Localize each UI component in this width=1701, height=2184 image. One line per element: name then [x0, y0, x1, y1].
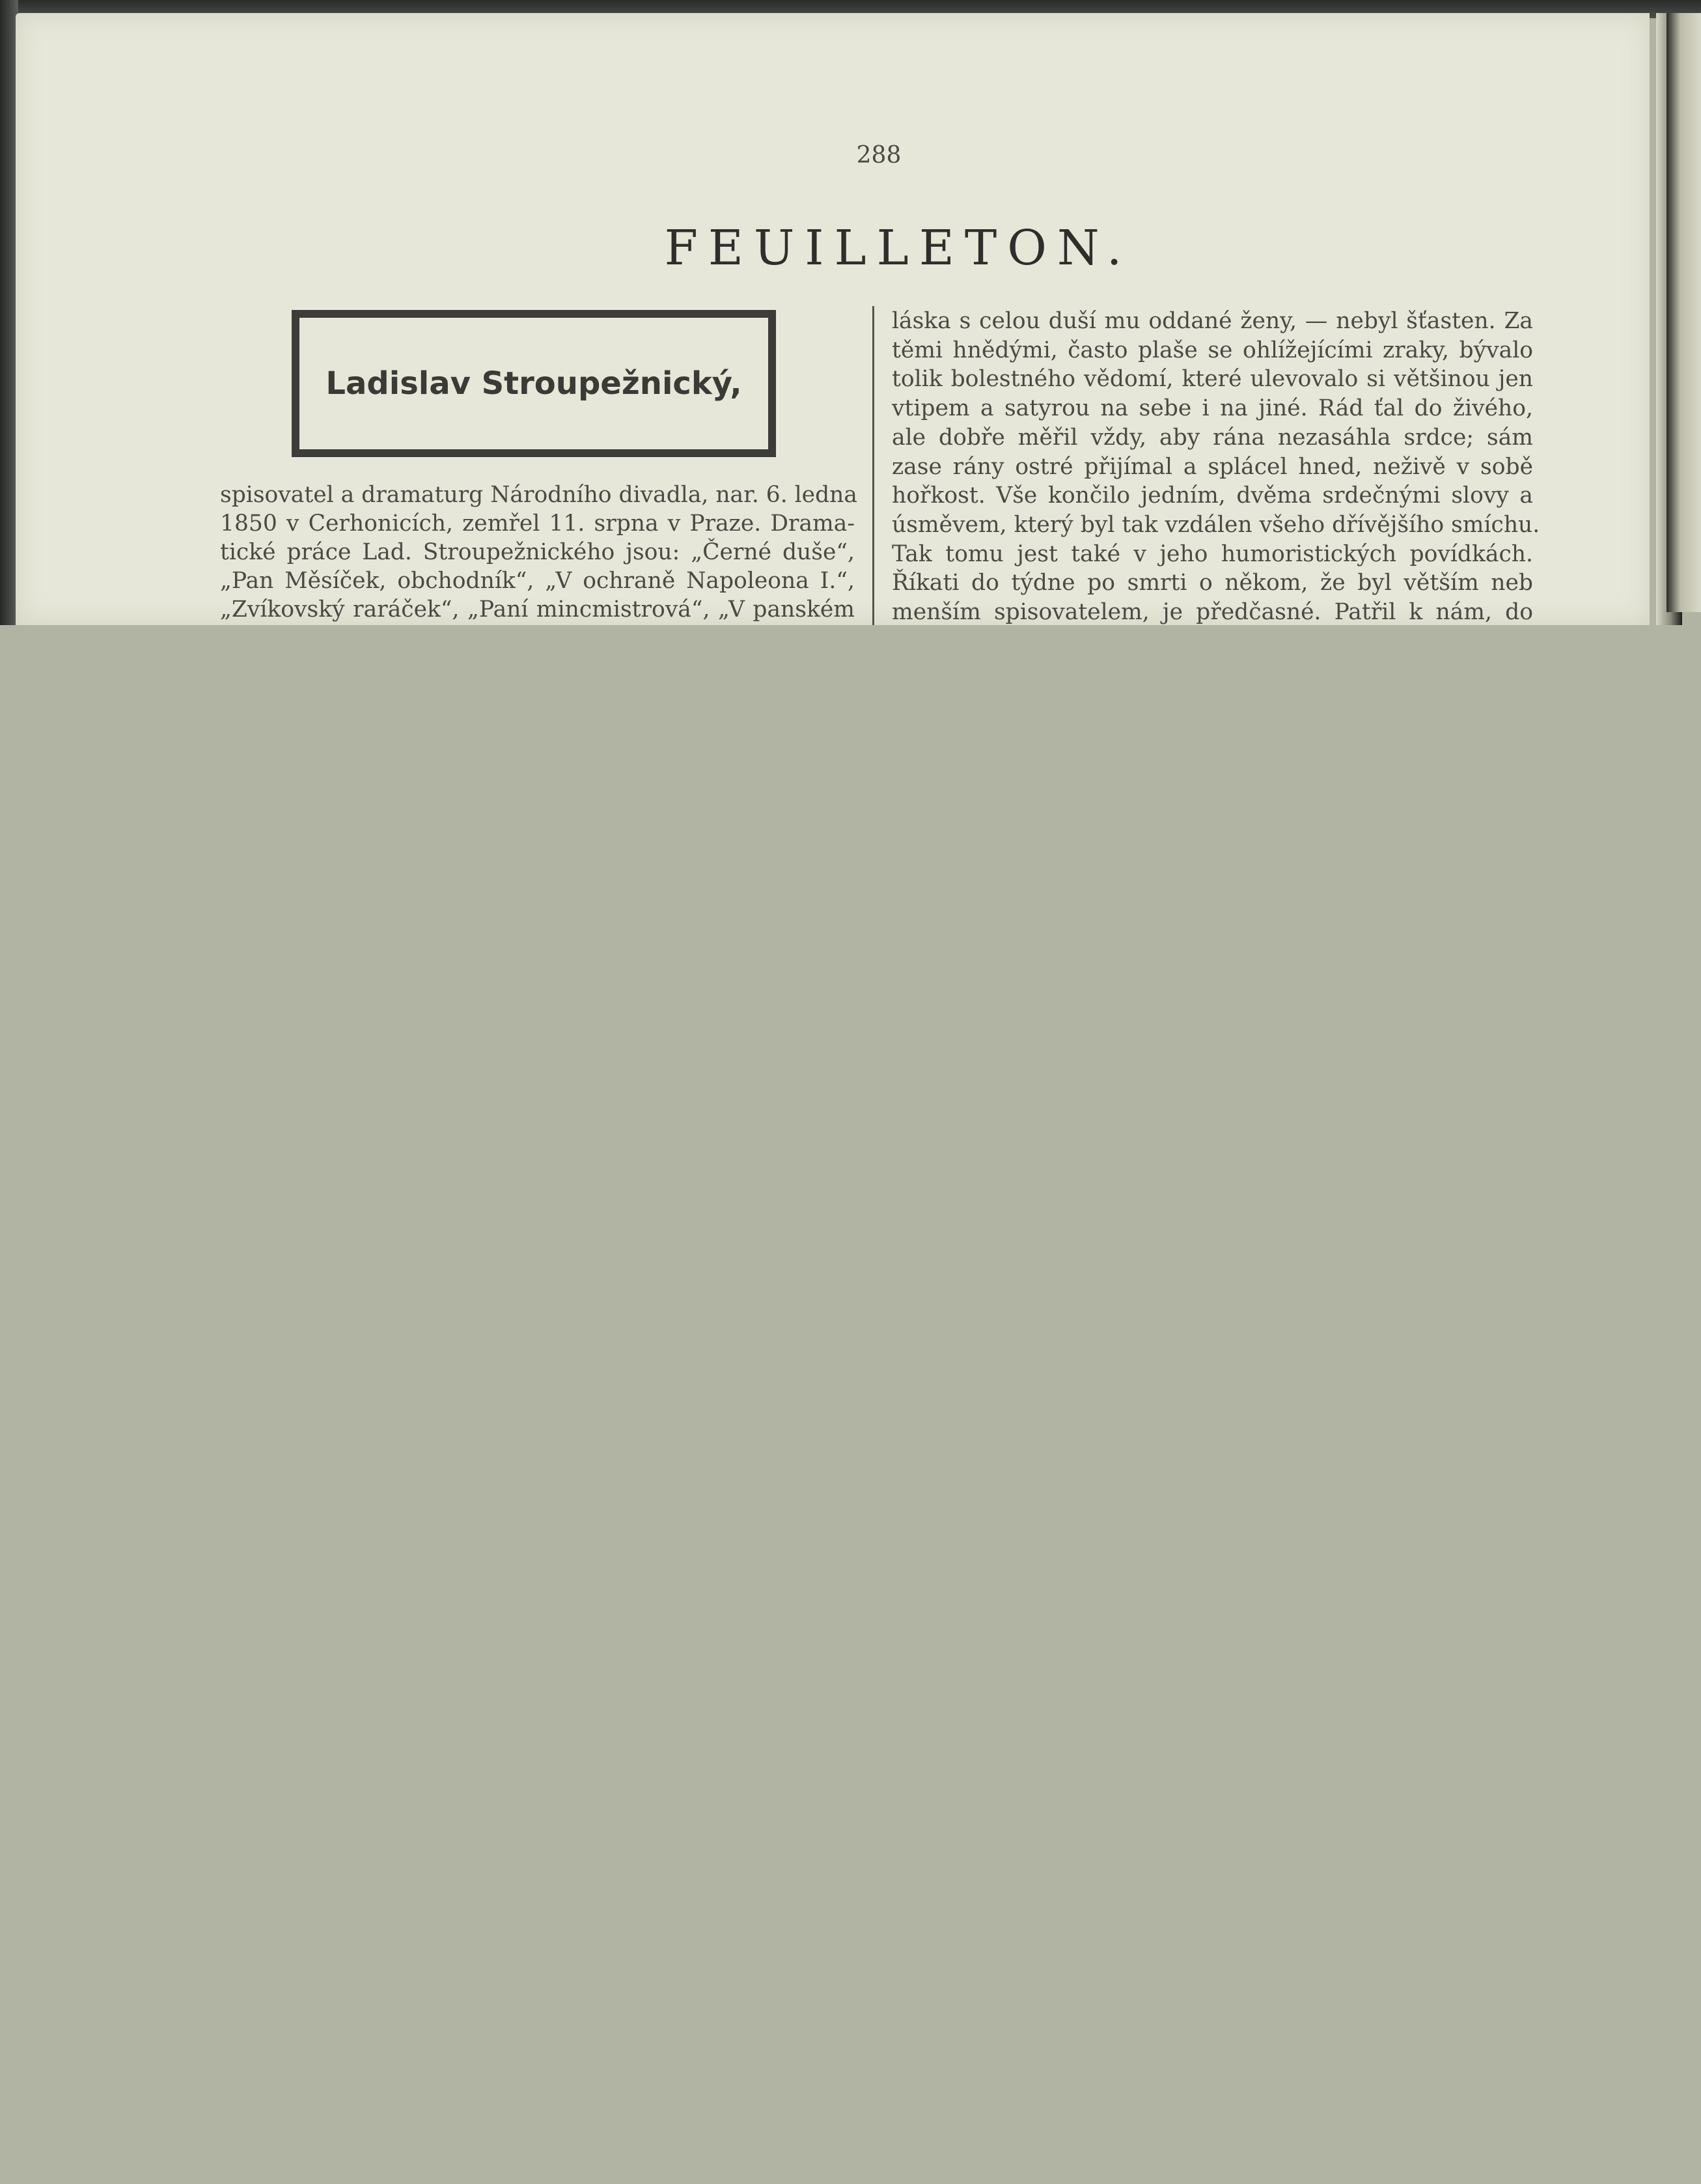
text-line: vtipem a satyrou na sebe i na jiné. Rád ťal do živého, [892, 395, 1533, 422]
text-line: hořkost. Vše končilo jedním, dvěma srdečnými slovy a [892, 483, 1533, 509]
text-line: „Pan Měsíček, obchodník“, „V ochraně Napoleona I.“, [220, 568, 855, 594]
column-divider [872, 306, 874, 625]
text-line: 1850 v Cerhonicích, zemřel 11. srpna v Praze. Drama- [220, 511, 855, 537]
text-line: úsměvem, který byl tak vzdálen všeho dřívějšího smíchu. [892, 511, 1540, 538]
obituary-name-box [292, 310, 776, 457]
text-line: menším spisovatelem, je předčasné. Patřil k nám, do [892, 599, 1533, 626]
text-line: Tak tomu jest také v jeho humoristických povídkách. [892, 540, 1533, 567]
text-line: tické práce Lad. Stroupežnického jsou: „Černé duše“, [220, 539, 855, 565]
text-line [220, 595, 855, 608]
page-number: 288 [856, 142, 902, 169]
text-line: Říkati do týdne po smrti o někom, že byl větším neb [892, 570, 1533, 596]
text-line: těmi hnědými, často plaše se ohlížejícími zraky, bývalo [892, 337, 1533, 363]
adjacent-page-edge [1666, 13, 1701, 612]
text-line: ale dobře měřil vždy, aby rána nezasáhla srdce; sám [892, 424, 1533, 451]
obituary-name: Ladislav Stroupežnický, [325, 365, 742, 402]
right-column [892, 307, 1540, 626]
text-line: spisovatel a dramaturg Národního divadla, nar. 6. ledna [220, 482, 857, 508]
text-line: zase rány ostré přijímal a splácel hned, neživě v sobě [892, 453, 1533, 480]
section-heading: FEUILLETON. [664, 220, 1133, 276]
text-line: láska s celou duší mu oddané ženy, — nebyl šťasten. Za [892, 308, 1533, 334]
left-column [220, 481, 855, 608]
text-line: tolik bolestného vědomí, které ulevovalo si většinou jen [892, 366, 1533, 393]
